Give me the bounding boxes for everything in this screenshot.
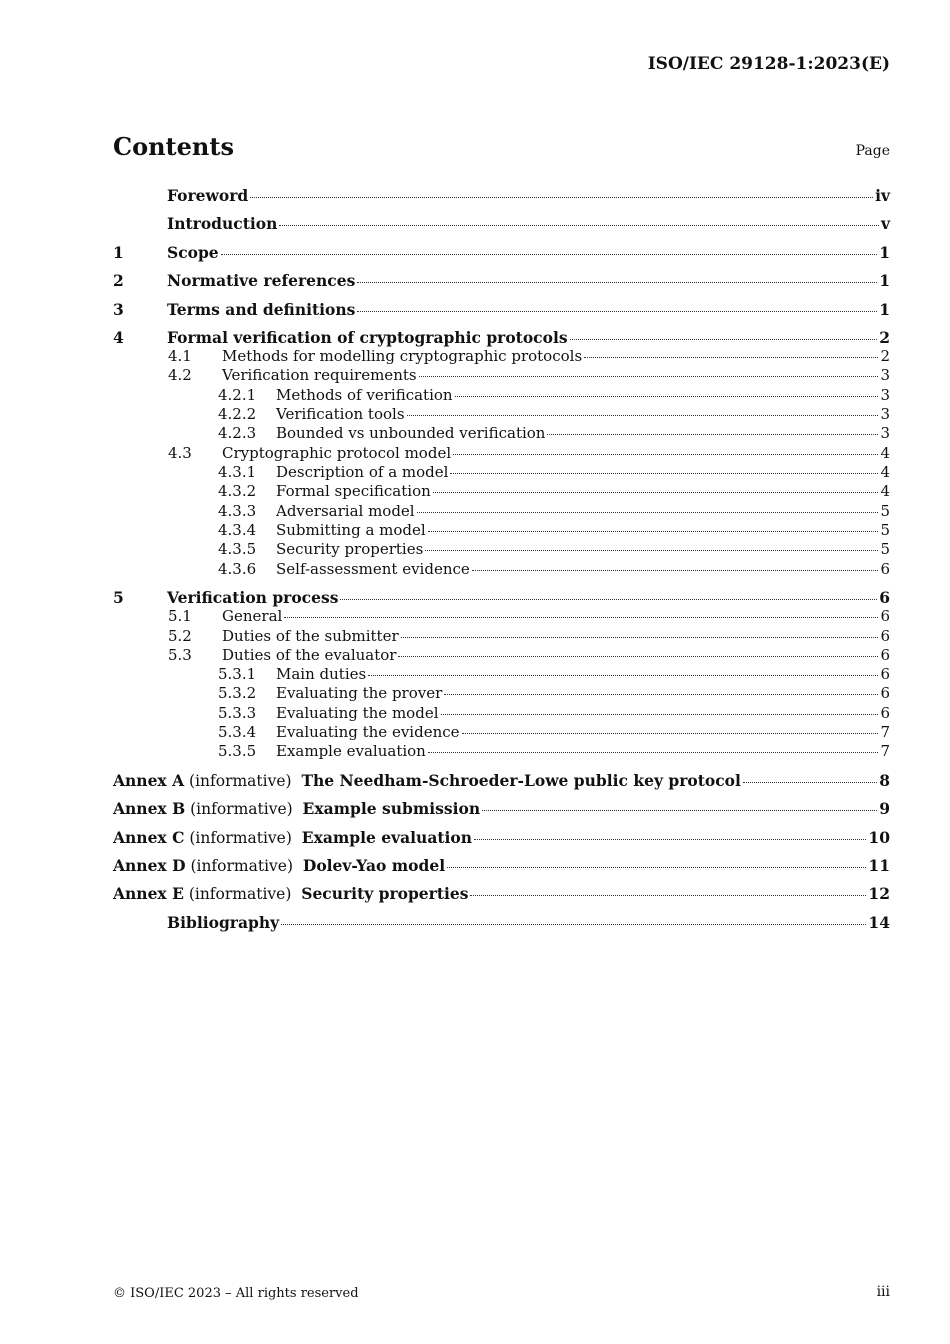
dot-leader	[472, 570, 879, 571]
toc-entry-number: 4.3	[168, 444, 192, 462]
toc-entry-page: 9	[879, 799, 890, 818]
toc-entry[interactable]	[113, 386, 890, 404]
toc-entry-title: Duties of the evaluator	[222, 646, 397, 664]
copyright-notice: © ISO/IEC 2023 – All rights reserved	[113, 1286, 359, 1301]
toc-entry-number: 5	[113, 588, 124, 607]
toc-entry[interactable]	[113, 704, 890, 722]
toc-entry-page: 6	[880, 646, 890, 664]
toc-entry-number: 4.3.6	[218, 560, 257, 578]
toc-entry[interactable]	[113, 588, 890, 607]
toc-entry[interactable]	[113, 799, 890, 818]
toc-entry[interactable]	[113, 366, 890, 384]
toc-entry-title	[113, 856, 445, 875]
toc-entry-page: 6	[880, 627, 890, 645]
dot-leader	[453, 454, 878, 455]
toc-entry-page: 7	[880, 742, 890, 760]
toc-entry-number: 4.3.5	[218, 540, 257, 558]
dot-leader	[284, 617, 878, 618]
dot-leader	[570, 339, 878, 340]
toc-entry[interactable]	[113, 521, 890, 539]
toc-entry-number: 4.3.1	[218, 463, 257, 481]
toc-entry[interactable]	[113, 214, 890, 233]
toc-entry-title: Verification tools	[276, 405, 405, 423]
toc-entry-page: 12	[868, 884, 890, 903]
annex-title: Example submission	[302, 799, 481, 818]
toc-entry-page: 4	[880, 444, 890, 462]
dot-leader	[444, 694, 878, 695]
toc-entry-page: 1	[879, 300, 890, 319]
toc-entry[interactable]	[113, 884, 890, 903]
toc-entry-number: 2	[113, 271, 124, 290]
toc-entry-page: 5	[880, 502, 890, 520]
toc-entry-page: 4	[880, 482, 890, 500]
dot-leader	[398, 656, 878, 657]
toc-entry[interactable]	[113, 186, 890, 205]
toc-entry-page: 3	[880, 386, 890, 404]
toc-entry-title: Methods for modelling cryptographic protocols	[222, 347, 583, 365]
dot-leader	[482, 810, 877, 811]
dot-leader	[428, 752, 879, 753]
toc-entry-page: 1	[879, 243, 890, 262]
toc-entry-title: Evaluating the model	[276, 704, 439, 722]
dot-leader	[401, 637, 879, 638]
dot-leader	[281, 924, 866, 925]
toc-entry-title: Security properties	[276, 540, 424, 558]
toc-entry-title: Methods of verification	[276, 386, 453, 404]
dot-leader	[470, 895, 866, 896]
toc-entry-title: Verification process	[167, 588, 339, 607]
annex-informative-label: (informative)	[185, 800, 303, 818]
dot-leader	[428, 531, 879, 532]
dot-leader	[419, 376, 879, 377]
toc-entry-title: Evaluating the prover	[276, 684, 443, 702]
toc-entry[interactable]	[113, 684, 890, 702]
annex-label: Annex A	[113, 771, 185, 790]
toc-entry[interactable]	[113, 856, 890, 875]
toc-entry-page: 3	[880, 366, 890, 384]
toc-entry[interactable]	[113, 913, 890, 932]
dot-leader	[450, 473, 878, 474]
toc-entry[interactable]	[113, 665, 890, 683]
dot-leader	[743, 782, 877, 783]
toc-entry[interactable]	[113, 627, 890, 645]
annex-informative-label: (informative)	[184, 772, 302, 790]
toc-entry-page: 3	[880, 424, 890, 442]
dot-leader	[250, 197, 873, 198]
dot-leader	[417, 512, 879, 513]
page-column-label: Page	[855, 143, 890, 159]
toc-entry-page: 7	[880, 723, 890, 741]
annex-label: Annex E	[113, 884, 184, 903]
dot-leader	[441, 714, 879, 715]
dot-leader	[433, 492, 879, 493]
toc-entry-page: 5	[880, 540, 890, 558]
toc-entry-title: Formal specification	[276, 482, 431, 500]
toc-entry-number: 3	[113, 300, 124, 319]
toc-entry-title: Adversarial model	[276, 502, 415, 520]
toc-entry-title: Evaluating the evidence	[276, 723, 460, 741]
toc-entry-page: 6	[880, 560, 890, 578]
toc-entry-page: 6	[880, 704, 890, 722]
toc-entry-page: 5	[880, 521, 890, 539]
toc-entry-number: 5.3.1	[218, 665, 257, 683]
toc-entry-number: 4.3.4	[218, 521, 257, 539]
toc-entry[interactable]	[113, 723, 890, 741]
toc-entry[interactable]	[113, 328, 890, 347]
toc-entry-title: Cryptographic protocol model	[222, 444, 452, 462]
toc-entry-number: 5.2	[168, 627, 192, 645]
toc-entry[interactable]	[113, 828, 890, 847]
toc-entry-title: Normative references	[167, 271, 356, 290]
toc-entry[interactable]	[113, 502, 890, 520]
toc-entry-number: 5.3.4	[218, 723, 257, 741]
toc-entry-page: 2	[880, 347, 890, 365]
toc-entry-number: 4	[113, 328, 124, 347]
toc-entry-title: Duties of the submitter	[222, 627, 399, 645]
dot-leader	[455, 396, 879, 397]
dot-leader	[368, 675, 878, 676]
toc-entry[interactable]	[113, 444, 890, 462]
toc-entry-number: 4.2.1	[218, 386, 257, 404]
toc-entry-title	[113, 771, 741, 790]
dot-leader	[425, 550, 878, 551]
toc-entry-title: Terms and definitions	[167, 300, 356, 319]
document-id: ISO/IEC 29128-1:2023(E)	[647, 54, 890, 74]
annex-informative-label: (informative)	[185, 857, 303, 875]
toc-entry-page: 8	[879, 771, 890, 790]
toc-entry[interactable]	[113, 742, 890, 760]
toc-entry[interactable]	[113, 424, 890, 442]
toc-entry-page: 10	[868, 828, 890, 847]
dot-leader	[357, 282, 877, 283]
toc-entry-title	[113, 884, 468, 903]
toc-entry-page: 14	[868, 913, 890, 932]
toc-entry-number: 4.3.2	[218, 482, 257, 500]
dot-leader	[279, 225, 879, 226]
dot-leader	[357, 311, 877, 312]
toc-entry-page: 6	[880, 684, 890, 702]
toc-entry-page: 2	[879, 328, 890, 347]
toc-entry[interactable]	[113, 271, 890, 290]
toc-entry-title: Self-assessment evidence	[276, 560, 470, 578]
toc-entry[interactable]	[113, 607, 890, 625]
toc-entry-number: 4.2	[168, 366, 192, 384]
toc-entry-number: 4.2.2	[218, 405, 257, 423]
toc-entry[interactable]	[113, 560, 890, 578]
toc-entry[interactable]	[113, 540, 890, 558]
toc-entry-page: 4	[880, 463, 890, 481]
toc-entry-number: 5.3.5	[218, 742, 257, 760]
toc-entry[interactable]	[113, 463, 890, 481]
toc-entry-number: 5.3	[168, 646, 192, 664]
toc-entry-title: Bounded vs unbounded verification	[276, 424, 546, 442]
dot-leader	[447, 867, 866, 868]
dot-leader	[584, 357, 878, 358]
dot-leader	[221, 254, 878, 255]
toc-entry[interactable]	[113, 300, 890, 319]
dot-leader	[547, 434, 878, 435]
toc-entry-title: Bibliography	[167, 913, 280, 932]
toc-entry-number: 1	[113, 243, 124, 262]
toc-entry-title	[113, 828, 472, 847]
annex-title: Security properties	[301, 884, 469, 903]
toc-entry-page: 6	[879, 588, 890, 607]
toc-entry[interactable]	[113, 347, 890, 365]
toc-entry-page: 1	[879, 271, 890, 290]
annex-label: Annex B	[113, 799, 186, 818]
toc-entry-number: 5.3.2	[218, 684, 257, 702]
page-number: iii	[876, 1284, 890, 1300]
dot-leader	[340, 599, 877, 600]
toc-entry[interactable]	[113, 771, 890, 790]
dot-leader	[474, 839, 866, 840]
annex-informative-label: (informative)	[184, 829, 302, 847]
toc-entry-page: 3	[880, 405, 890, 423]
toc-entry[interactable]	[113, 646, 890, 664]
toc-entry-title: General	[222, 607, 283, 625]
toc-entry[interactable]	[113, 482, 890, 500]
annex-title: The Needham-Schroeder-Lowe public key protocol	[301, 771, 741, 790]
toc-entry-title: Scope	[167, 243, 219, 262]
toc-entry-title: Example evaluation	[276, 742, 426, 760]
annex-label: Annex C	[113, 828, 185, 847]
toc-entry-number: 4.3.3	[218, 502, 257, 520]
toc-entry-page: 6	[880, 665, 890, 683]
toc-entry-title: Formal verification of cryptographic protocols	[167, 328, 568, 347]
dot-leader	[462, 733, 879, 734]
toc-entry[interactable]	[113, 243, 890, 262]
toc-entry-page: 11	[868, 856, 890, 875]
toc-entry-title: Submitting a model	[276, 521, 426, 539]
toc-entry-title: Foreword	[167, 186, 249, 205]
toc-entry-page: 6	[880, 607, 890, 625]
contents-heading: Contents	[113, 132, 234, 161]
toc-entry[interactable]	[113, 405, 890, 423]
toc-entry-title: Verification requirements	[222, 366, 417, 384]
annex-label: Annex D	[113, 856, 186, 875]
toc-entry-title: Description of a model	[276, 463, 449, 481]
toc-entry-title	[113, 799, 480, 818]
toc-entry-number: 4.2.3	[218, 424, 257, 442]
annex-informative-label: (informative)	[183, 885, 302, 903]
toc-entry-title: Main duties	[276, 665, 367, 683]
toc-entry-title: Introduction	[167, 214, 278, 233]
toc-entry-page: iv	[875, 186, 890, 205]
toc-entry-page: v	[880, 214, 890, 233]
annex-title: Dolev-Yao model	[302, 856, 446, 875]
toc-entry-number: 5.1	[168, 607, 192, 625]
annex-title: Example evaluation	[301, 828, 473, 847]
toc-entry-number: 5.3.3	[218, 704, 257, 722]
toc-entry-number: 4.1	[168, 347, 192, 365]
dot-leader	[407, 415, 879, 416]
